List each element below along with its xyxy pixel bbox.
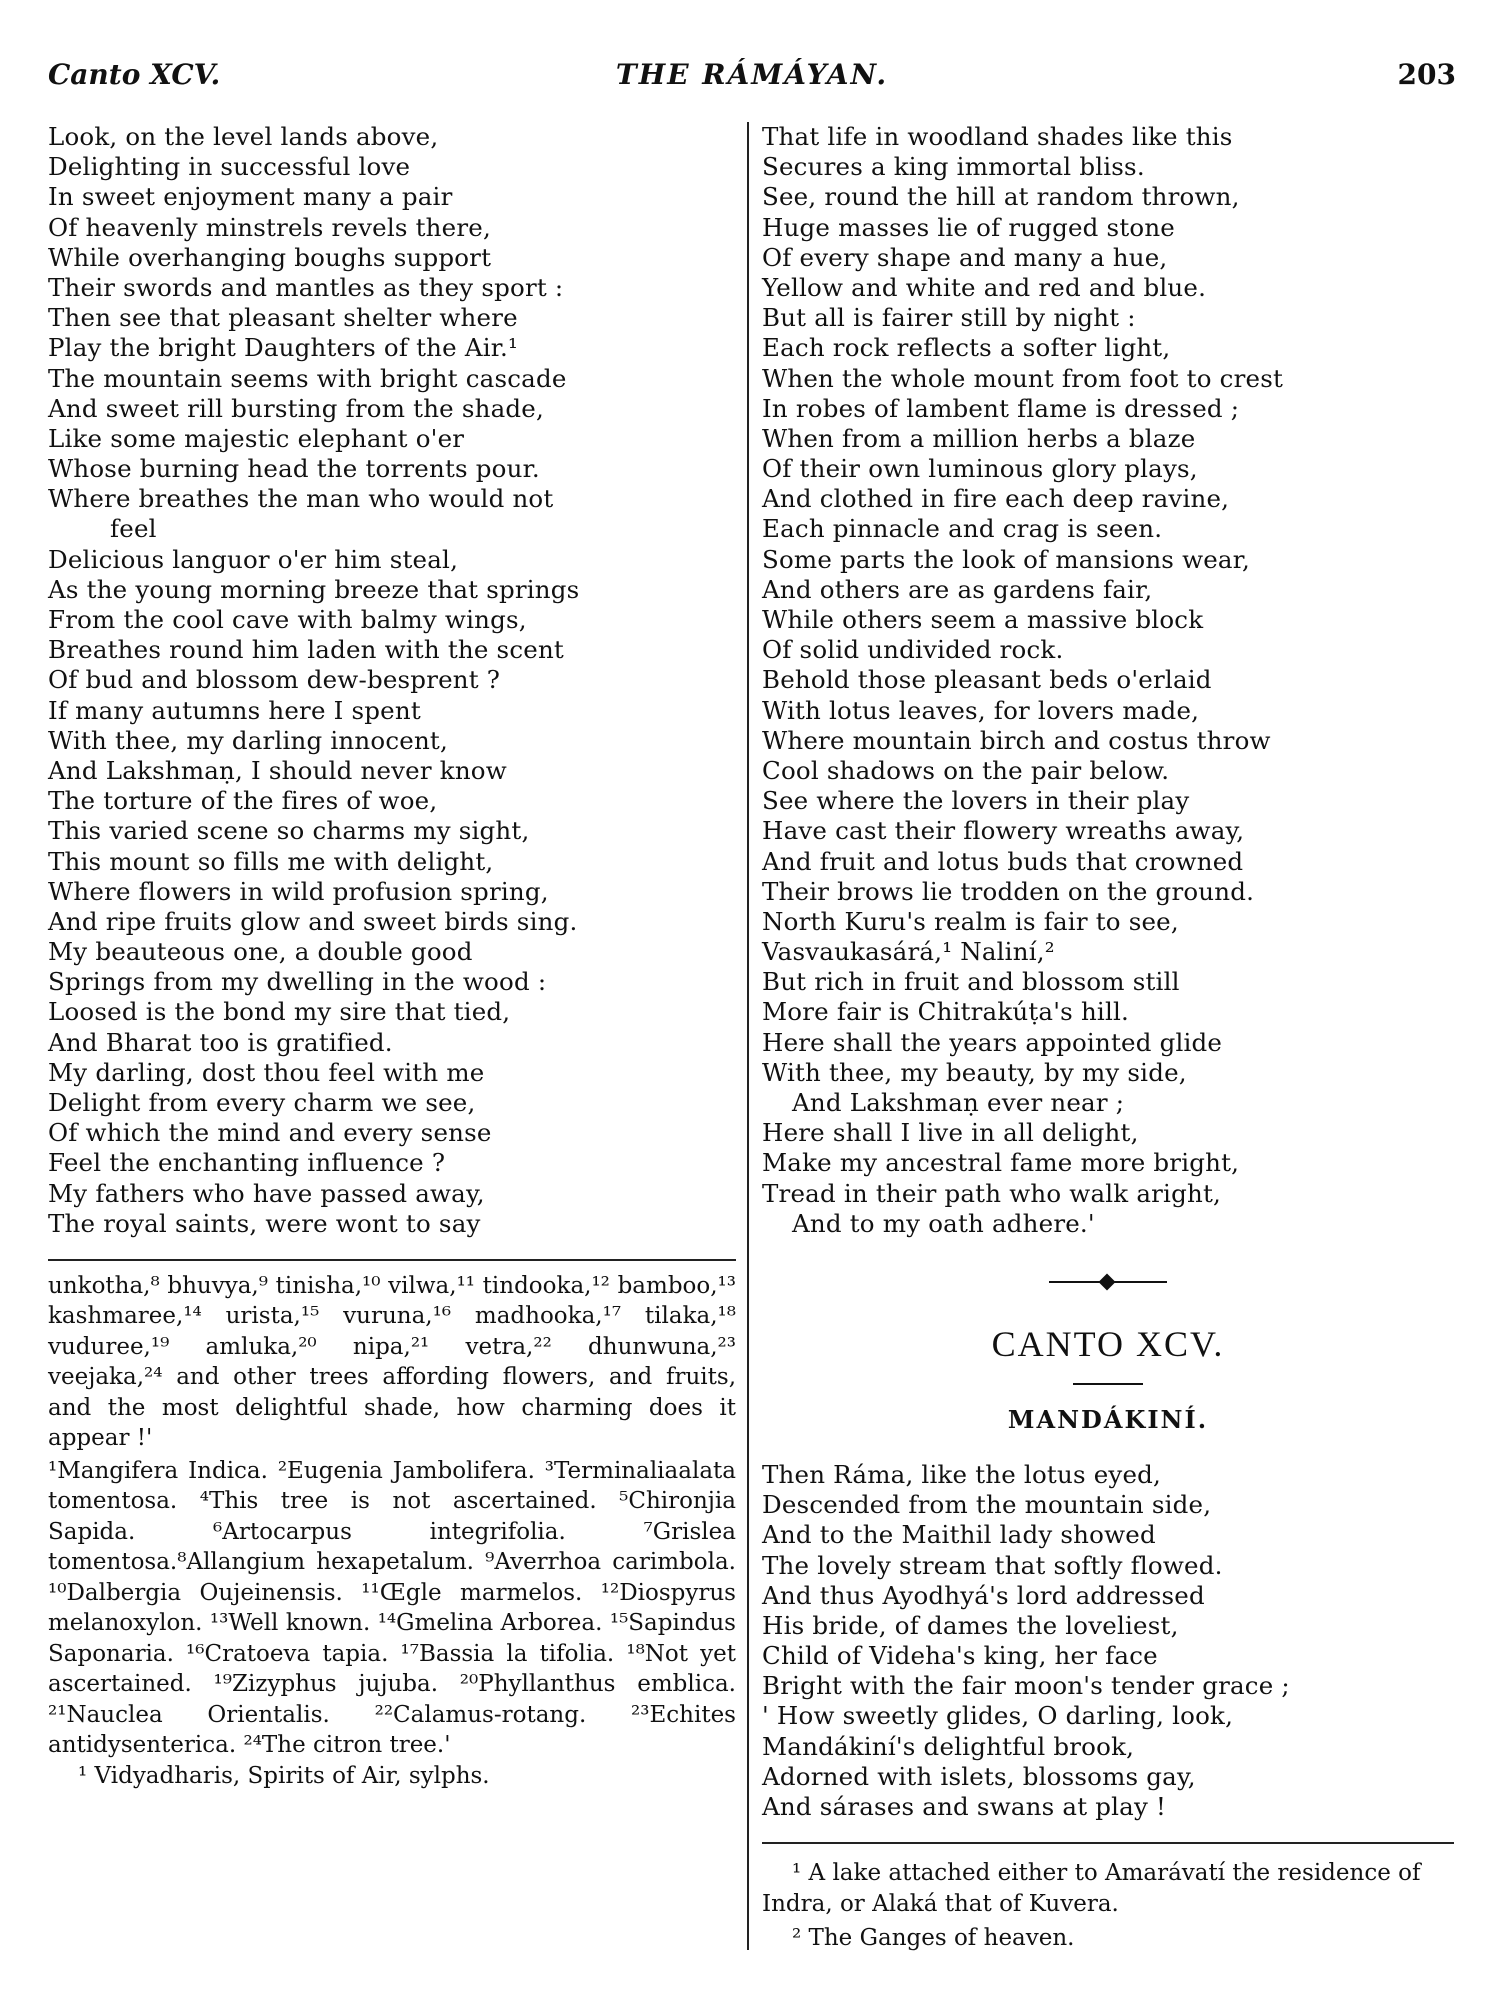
verse-line: Bright with the fair moon's tender grace ; <box>762 1671 1290 1701</box>
verse-line: Each rock reflects a softer light, <box>762 333 1171 363</box>
verse-line: His bride, of dames the loveliest, <box>762 1610 1179 1640</box>
verse-line: Where flowers in wild profusion spring, <box>48 876 549 906</box>
page-number: 203 <box>1397 58 1456 91</box>
verse-line: Of their own luminous glory plays, <box>762 454 1198 484</box>
right-verse <box>762 122 1454 1239</box>
verse-line: Child of Videha's king, her face <box>762 1641 1158 1671</box>
verse-line: Like some majestic elephant o'er <box>48 423 465 453</box>
verse-line: Cool shadows on the pair below. <box>762 755 1170 785</box>
verse-line: Breathes round him laden with the scent <box>48 635 564 665</box>
section-ornament <box>1049 1275 1167 1289</box>
verse-line: Look, on the level lands above, <box>48 122 439 151</box>
verse-line: And clothed in fire each deep ravine, <box>762 484 1230 514</box>
canto-subtitle: MANDÁKINÍ. <box>1007 1404 1209 1434</box>
verse-line: Their swords and mantles as they sport : <box>48 272 564 302</box>
running-title: THE RÁMÁYAN. <box>615 58 889 91</box>
verse-line: Of heavenly minstrels revels there, <box>48 212 491 242</box>
verse-line: Delicious languor o'er him steal, <box>48 544 459 574</box>
verse-line: Have cast their flowery wreaths away, <box>762 816 1245 846</box>
verse-line: Each pinnacle and crag is seen. <box>762 514 1163 544</box>
verse-line: As the young morning breeze that springs <box>48 574 580 604</box>
page-header <box>48 58 1456 108</box>
column-divider <box>747 122 749 1950</box>
verse-line: Of bud and blossom dew-besprent ? <box>48 665 501 695</box>
verse-line: Tread in their path who walk aright, <box>762 1178 1221 1208</box>
verse-line: The lovely stream that softly flowed. <box>762 1550 1223 1580</box>
canto-heading: CANTO XCV. <box>991 1323 1225 1364</box>
verse-line: And sweet rill bursting from the shade, <box>48 393 544 423</box>
verse-line: Whose burning head the torrents pour. <box>48 454 540 484</box>
verse-line: ' How sweetly glides, O darling, look, <box>762 1701 1234 1731</box>
footnote-continuation: unkotha,⁸ bhuvya,⁹ tinisha,¹⁰ vilwa,¹¹ tindooka,¹² bamboo,¹³ kashmaree,¹⁴ urista,¹⁵ vuruna,¹⁶ madhooka,¹⁷ tilaka,¹⁸ vuduree,¹⁹ amluka,²⁰ nipa,²¹ vetra,²² dhunwuna,²³ veejaka,²⁴ and other trees affording flowers, and fruits, and the most delightful shade, how charming does it appear !' <box>48 1272 736 1452</box>
verse-line: My darling, dost thou feel with me <box>48 1057 485 1087</box>
right-column <box>762 122 1454 1954</box>
verse-line: And Lakshmaṇ, I should never know <box>48 755 507 785</box>
verse-line: Some parts the look of mansions wear, <box>762 544 1250 574</box>
verse-line: Delighting in successful love <box>48 152 411 182</box>
left-column <box>48 122 736 1791</box>
verse-line: In robes of lambent flame is dressed ; <box>762 393 1240 423</box>
footnote-rule <box>762 1842 1454 1844</box>
verse-line: From the cool cave with balmy wings, <box>48 605 527 634</box>
verse-line: And to my oath adhere.' <box>792 1208 1095 1238</box>
verse-line: This varied scene so charms my sight, <box>48 816 530 846</box>
verse-line: Delight from every charm we see, <box>48 1088 476 1117</box>
verse-line: When from a million herbs a blaze <box>762 423 1196 453</box>
verse-line: In sweet enjoyment many a pair <box>48 182 453 212</box>
verse-line: Vasvaukasárá,¹ Naliní,² <box>762 937 1055 967</box>
verse-line: But all is fairer still by night : <box>762 303 1136 333</box>
verse-line: With thee, my beauty, by my side, <box>762 1057 1187 1087</box>
verse-line: While others seem a massive block <box>762 605 1204 634</box>
verse-line: The mountain seems with bright cascade <box>48 363 567 393</box>
verse-line: Springs from my dwelling in the wood : <box>48 967 547 997</box>
verse-line: The torture of the fires of woe, <box>48 786 438 816</box>
verse-line: The royal saints, were wont to say <box>48 1208 481 1238</box>
verse-line: Of every shape and many a hue, <box>762 242 1168 272</box>
verse-line: And thus Ayodhyá's lord addressed <box>762 1580 1205 1610</box>
verse-line: Of solid undivided rock. <box>762 635 1064 665</box>
verse-line: This mount so fills me with delight, <box>48 846 494 876</box>
verse-line: My beauteous one, a double good <box>48 937 473 967</box>
lake-footnote: ¹ A lake attached either to Amarávatí the residence of Indra, or Alaká that of Kuvera. <box>762 1860 1421 1917</box>
verse-line: See where the lovers in their play <box>762 786 1190 816</box>
verse-line: Their brows lie trodden on the ground. <box>762 876 1255 906</box>
verse-line: And sárases and swans at play ! <box>762 1792 1167 1821</box>
verse-line: While overhanging boughs support <box>48 242 492 272</box>
verse-line: Loosed is the bond my sire that tied, <box>48 997 511 1027</box>
verse-line: Secures a king immortal bliss. <box>762 152 1145 182</box>
verse-line: Adorned with islets, blossoms gay, <box>762 1761 1196 1791</box>
verse-line: Then Ráma, like the lotus eyed, <box>762 1459 1162 1489</box>
verse-line: When the whole mount from foot to crest <box>762 363 1284 393</box>
verse-line: With lotus leaves, for lovers made, <box>762 695 1200 725</box>
verse-line: Where mountain birch and costus throw <box>762 725 1271 755</box>
verse-line: But rich in fruit and blossom still <box>762 967 1180 997</box>
verse-line: Here shall the years appointed glide <box>762 1027 1223 1057</box>
footnote-rule <box>48 1259 736 1261</box>
verse-line: Make my ancestral fame more bright, <box>762 1148 1240 1178</box>
verse-line: And to the Maithil lady showed <box>762 1520 1156 1550</box>
verse-line: More fair is Chitrakúṭa's hill. <box>762 997 1130 1027</box>
verse-line: Descended from the mountain side, <box>762 1490 1212 1520</box>
verse-line: And Bharat too is gratified. <box>48 1027 393 1057</box>
verse-line: If many autumns here I spent <box>48 695 421 725</box>
verse-line: And ripe fruits glow and sweet birds sing. <box>48 906 578 936</box>
verse-line: And others are as gardens fair, <box>762 574 1153 604</box>
verse-line: Here shall I live in all delight, <box>762 1118 1139 1148</box>
verse-line: And Lakshmaṇ ever near ; <box>792 1088 1125 1117</box>
canto-label: Canto XCV. <box>48 58 221 91</box>
verse-line: Huge masses lie of rugged stone <box>762 212 1175 242</box>
verse-line: Feel the enchanting influence ? <box>48 1148 446 1178</box>
vidyadharis-footnote: ¹ Vidyadharis, Spirits of Air, sylphs. <box>78 1762 490 1789</box>
ganges-footnote: ² The Ganges of heaven. <box>792 1925 1075 1952</box>
verse-line: Behold those pleasant beds o'erlaid <box>762 665 1212 695</box>
verse-line: My fathers who have passed away, <box>48 1178 485 1208</box>
verse-line: That life in woodland shades like this <box>762 122 1233 151</box>
verse-line: Yellow and white and red and blue. <box>762 272 1207 302</box>
verse-line: feel <box>110 514 157 544</box>
verse-line: Where breathes the man who would not <box>48 484 554 514</box>
verse-line: See, round the hill at random thrown, <box>762 182 1240 212</box>
verse-line: Of which the mind and every sense <box>48 1118 492 1148</box>
verse-line: Play the bright Daughters of the Air.¹ <box>48 333 518 363</box>
heading-rule <box>1073 1383 1143 1385</box>
verse-line: North Kuru's realm is fair to see, <box>762 906 1179 936</box>
verse-line: And fruit and lotus buds that crowned <box>762 846 1244 876</box>
canto-verse <box>762 1460 1454 1822</box>
verse-line: Mandákiní's delightful brook, <box>762 1731 1135 1761</box>
left-verse <box>48 122 736 1239</box>
verse-line: With thee, my darling innocent, <box>48 725 448 755</box>
botanical-footnotes: ¹Mangifera Indica. ²Eugenia Jambolifera. ³Terminaliaalata tomentosa. ⁴This tree is not ascertained. ⁵Chironjia Sapida. ⁶Artocarpus integrifolia. ⁷Grislea tomentosa.⁸Allangium hexapetalum. ⁹Averrhoa carimbola. ¹⁰Dalbergia Oujeinensis. ¹¹Œgle marmelos. ¹²Diospyrus melanoxylon. ¹³Well known. ¹⁴Gmelina Arborea. ¹⁵Sapindus Saponaria. ¹⁶Cratoeva tapia. ¹⁷Bassia la tifolia. ¹⁸Not yet ascertained. ¹⁹Zizyphus jujuba. ²⁰Phyllanthus emblica. ²¹Nauclea Orientalis. ²²Calamus-rotang. ²³Echites antidysenterica. ²⁴The citron tree.' <box>48 1457 736 1759</box>
verse-line: Then see that pleasant shelter where <box>48 303 518 333</box>
